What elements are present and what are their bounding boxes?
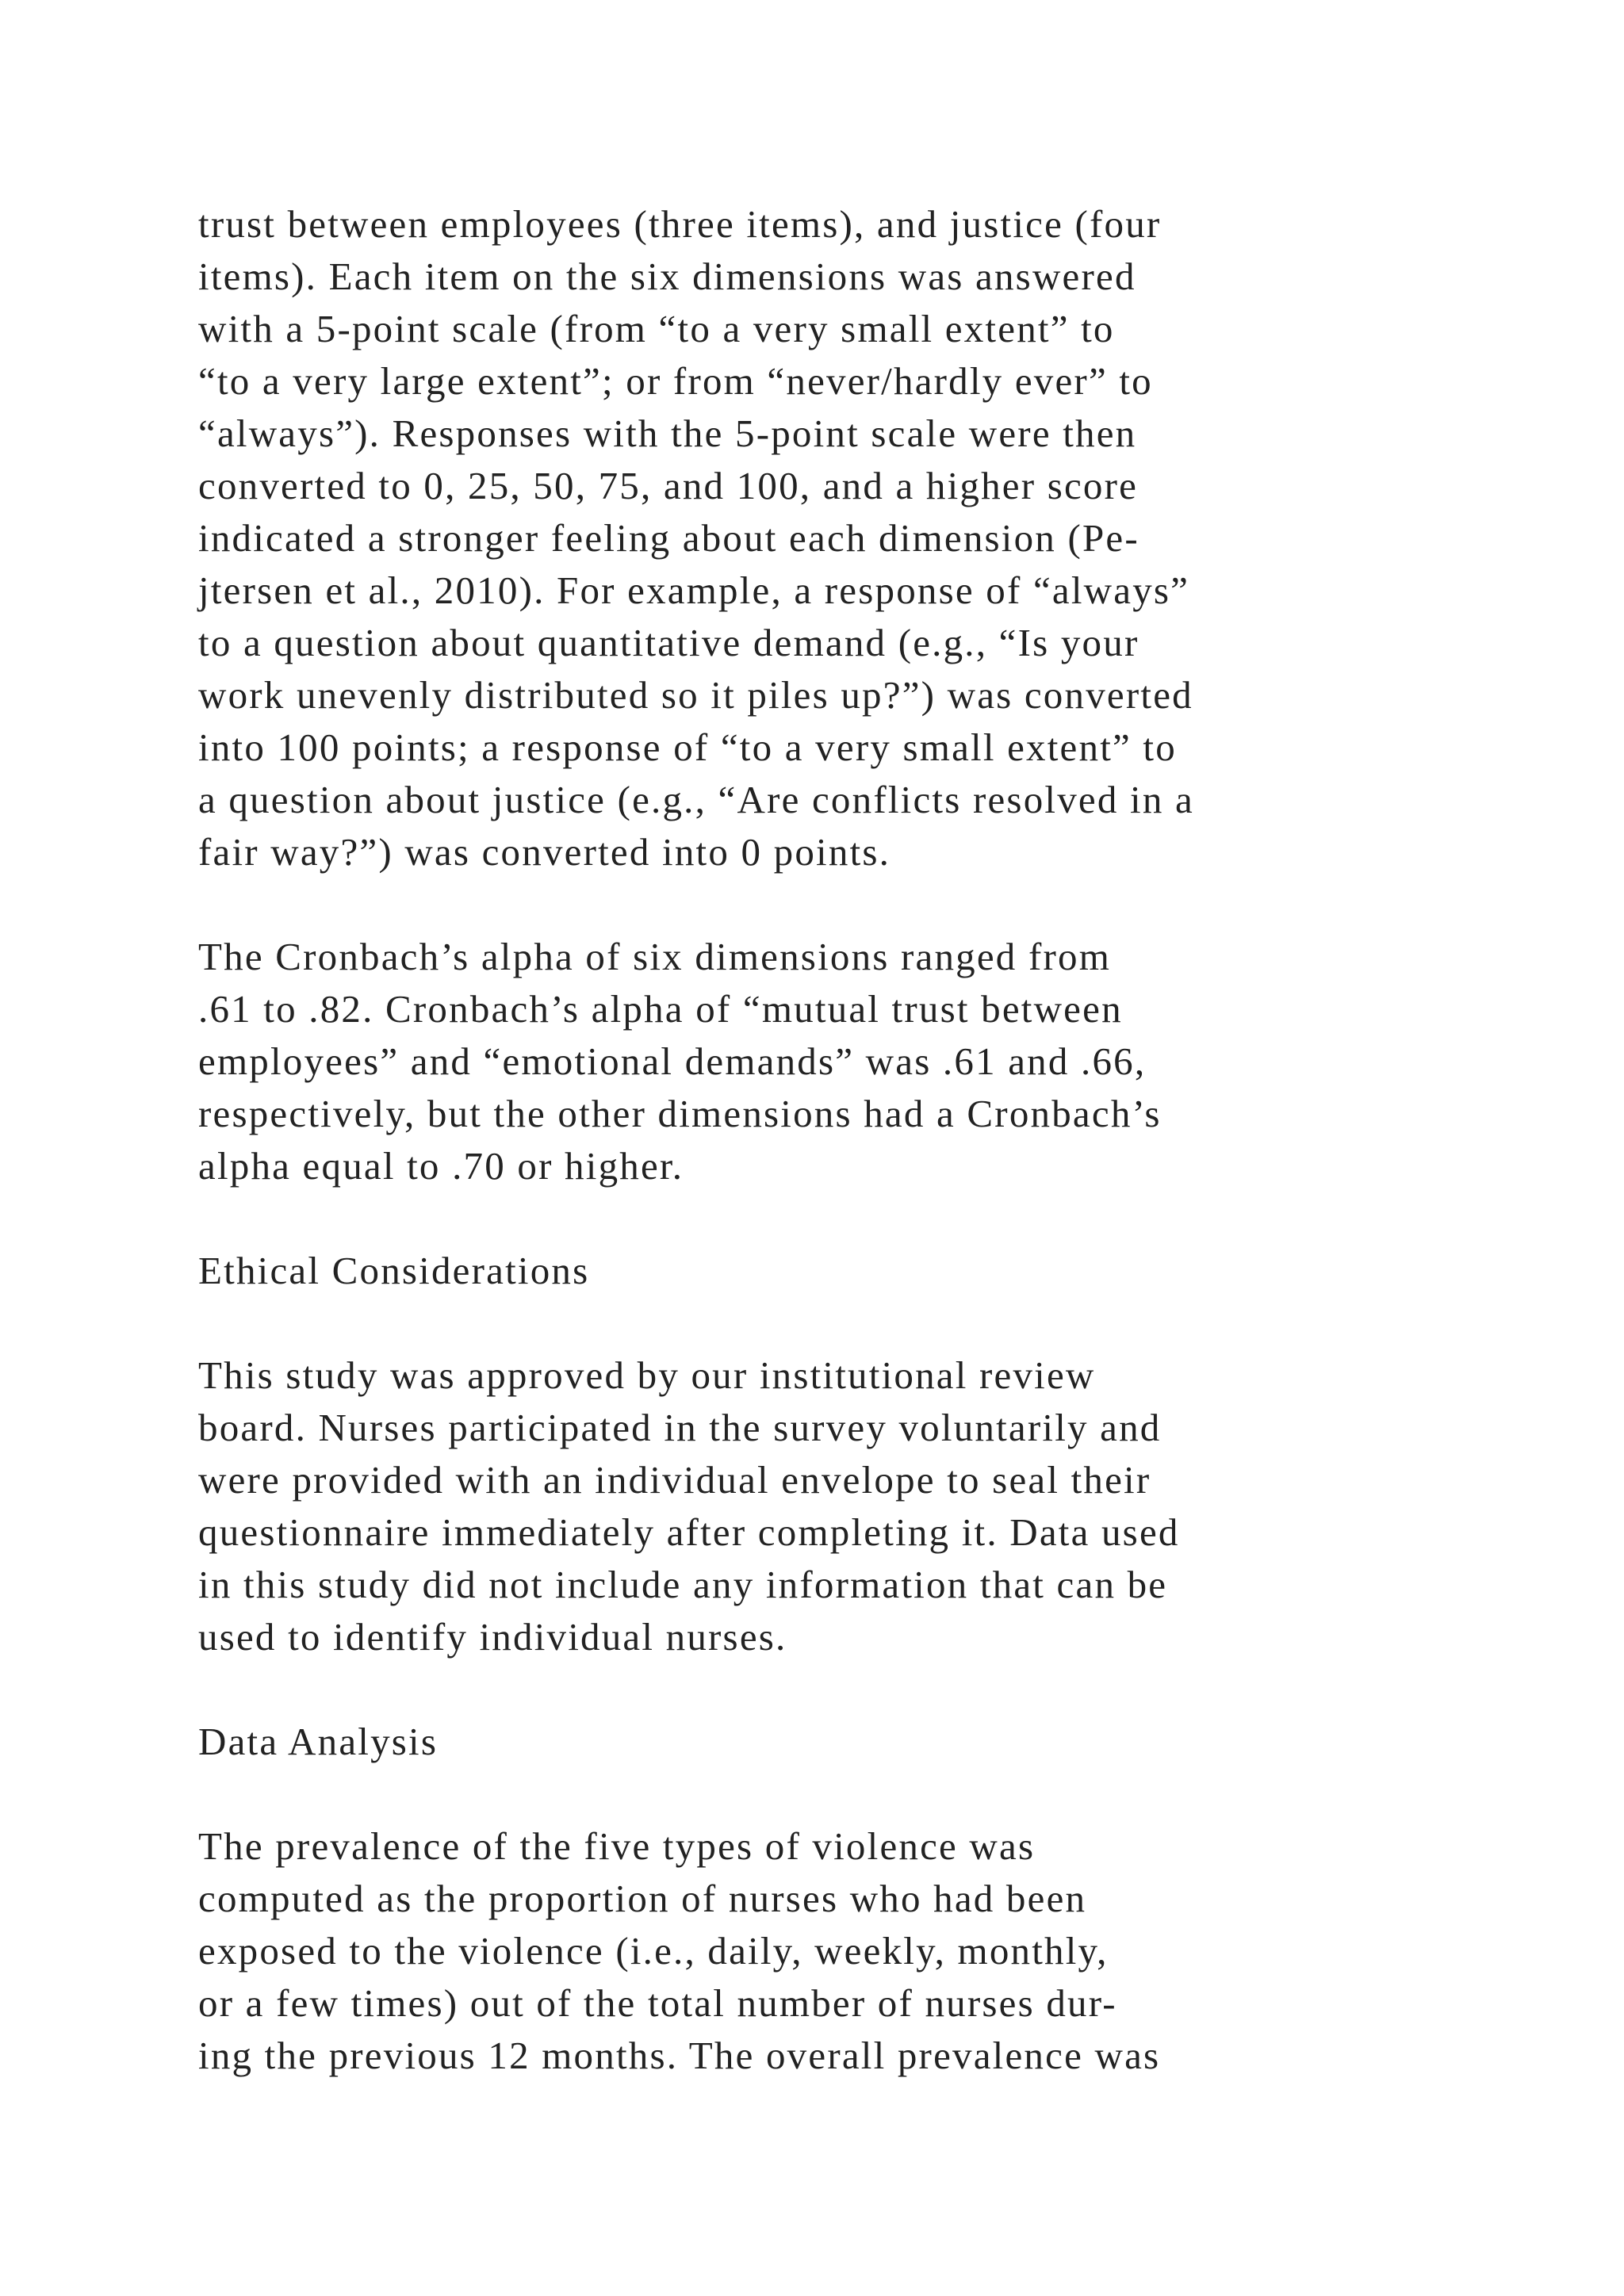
text-line: indicated a stronger feeling about each dimension (Pe- <box>198 516 1139 560</box>
text-line: “to a very large extent”; or from “never/hardly ever” to <box>198 359 1153 403</box>
text-line: were provided with an individual envelope to seal their <box>198 1458 1151 1502</box>
text-line: in this study did not include any information that can be <box>198 1563 1168 1606</box>
paragraph-gap <box>198 878 1546 931</box>
text-line: respectively, but the other dimensions had a Cronbach’s <box>198 1092 1162 1135</box>
paragraph-measurement <box>198 198 1546 878</box>
text-line: to a question about quantitative demand (e.g., “Is your <box>198 621 1139 664</box>
text-line: This study was approved by our institutional review <box>198 1353 1096 1397</box>
text-line: trust between employees (three items), and justice (four <box>198 202 1162 246</box>
text-line: a question about justice (e.g., “Are conflicts resolved in a <box>198 778 1194 821</box>
paragraph-cronbach-alpha <box>198 931 1546 1192</box>
text-line: alpha equal to .70 or higher. <box>198 1144 684 1188</box>
text-line: ing the previous 12 months. The overall prevalence was <box>198 2034 1161 2077</box>
text-line: into 100 points; a response of “to a very small extent” to <box>198 725 1177 769</box>
paragraph-gap <box>198 1192 1546 1245</box>
text-line: The Cronbach’s alpha of six dimensions ranged from <box>198 935 1112 978</box>
text-line: “always”). Responses with the 5-point scale were then <box>198 411 1137 455</box>
text-line: items). Each item on the six dimensions was answered <box>198 254 1136 298</box>
text-line: .61 to .82. Cronbach’s alpha of “mutual trust between <box>198 987 1123 1031</box>
heading-data-analysis: Data Analysis <box>198 1720 439 1763</box>
text-line: exposed to the violence (i.e., daily, weekly, monthly, <box>198 1929 1109 1973</box>
paragraph-gap <box>198 1768 1546 1820</box>
text-line: employees” and “emotional demands” was .61 and .66, <box>198 1039 1147 1083</box>
text-line: questionnaire immediately after completing it. Data used <box>198 1510 1180 1554</box>
text-line: work unevenly distributed so it piles up?”) was converted <box>198 673 1193 717</box>
text-line: fair way?”) was converted into 0 points. <box>198 830 891 874</box>
paragraph-gap <box>198 1663 1546 1716</box>
text-line: used to identify individual nurses. <box>198 1615 787 1659</box>
paragraph-ethics <box>198 1349 1546 1663</box>
paragraph-prevalence <box>198 1820 1546 2082</box>
document-body <box>198 198 1546 2082</box>
text-line: converted to 0, 25, 50, 75, and 100, and a higher score <box>198 464 1139 507</box>
text-line: computed as the proportion of nurses who had been <box>198 1877 1087 1920</box>
text-line: The prevalence of the five types of violence was <box>198 1824 1036 1868</box>
text-line: jtersen et al., 2010). For example, a response of “always” <box>198 568 1190 612</box>
heading-ethical-considerations: Ethical Considerations <box>198 1249 590 1292</box>
text-line: or a few times) out of the total number of nurses dur- <box>198 1981 1117 2025</box>
text-line: with a 5-point scale (from “to a very small extent” to <box>198 307 1115 350</box>
paragraph-gap <box>198 1297 1546 1349</box>
text-line: board. Nurses participated in the survey voluntarily and <box>198 1406 1162 1449</box>
